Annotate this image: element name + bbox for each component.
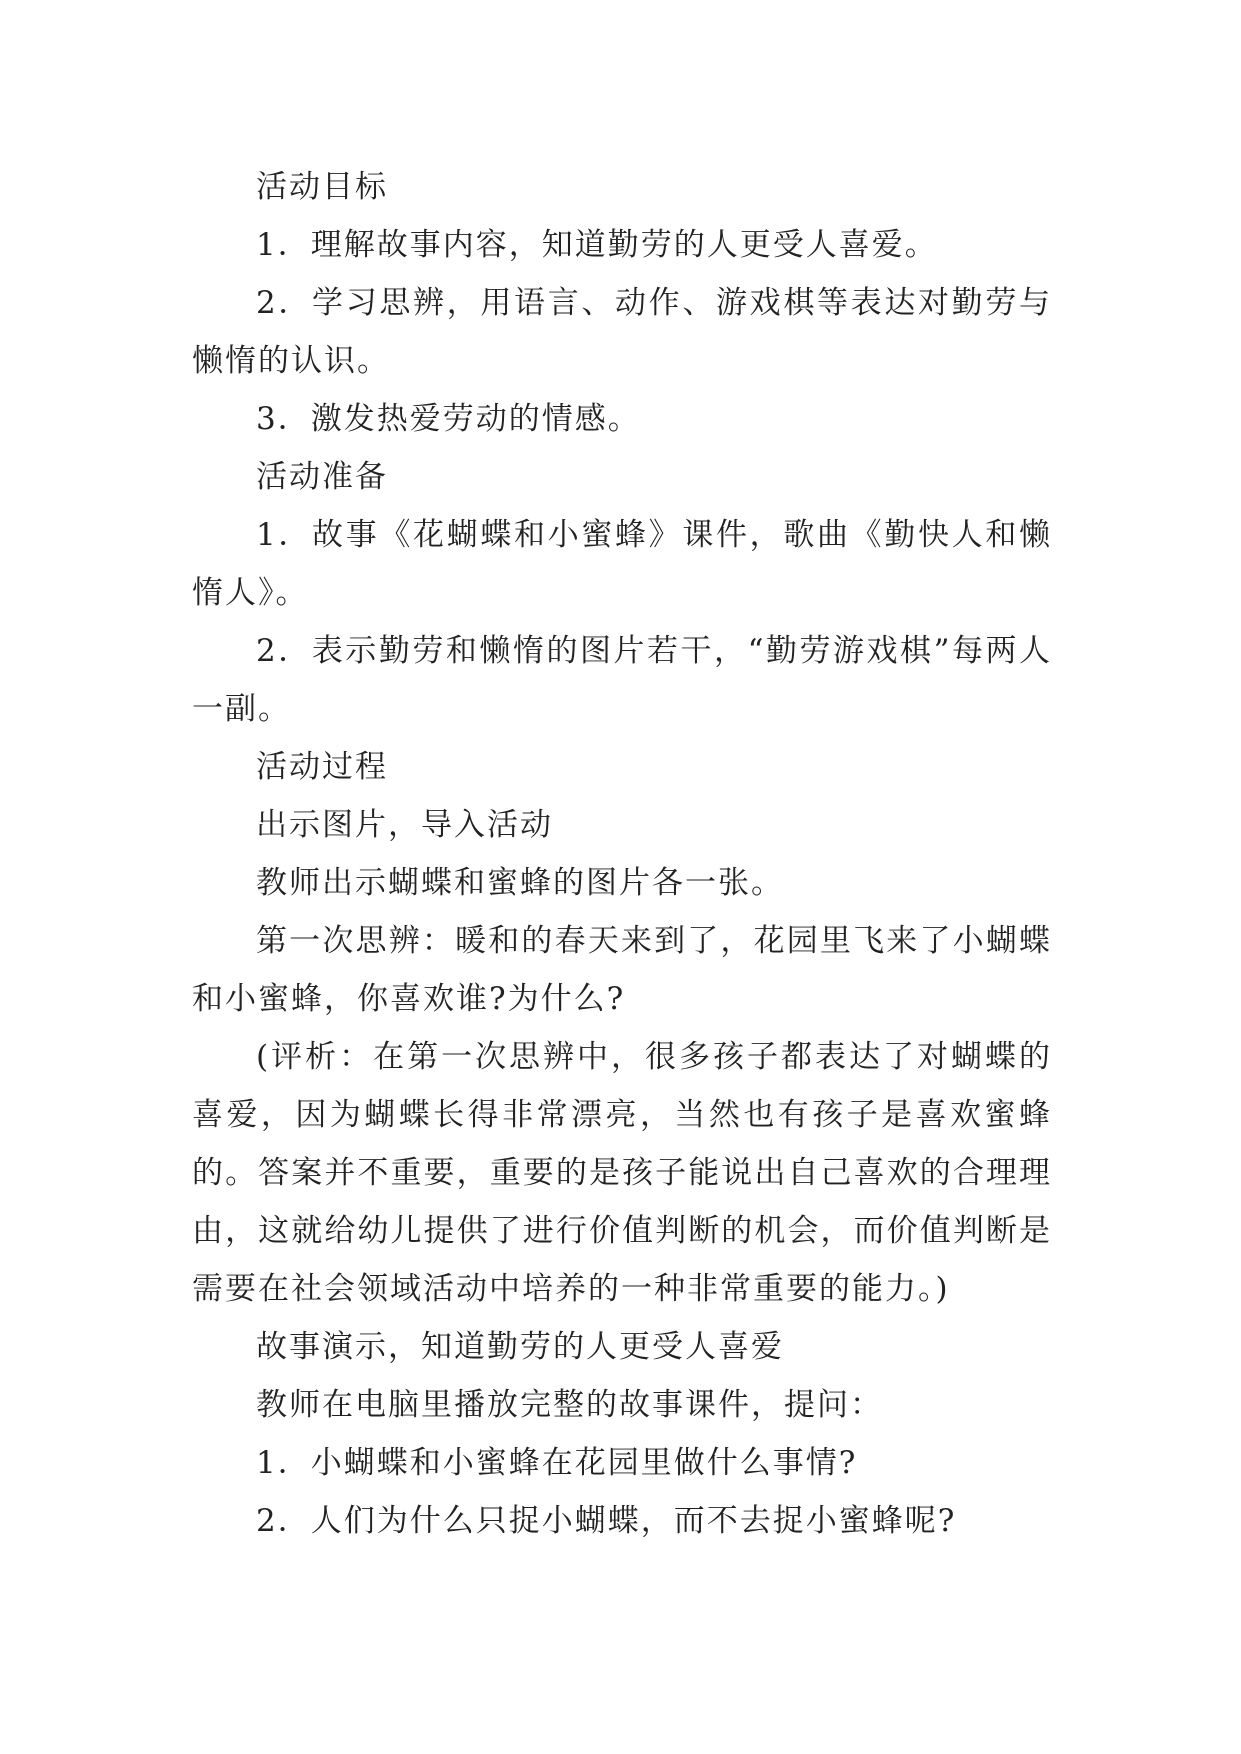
heading-activity-preparation: 活动准备	[256, 459, 388, 495]
goal-item-1: 1．理解故事内容，知道勤劳的人更受人喜爱。	[256, 227, 938, 263]
question-item-1: 1．小蝴蝶和小蜜蜂在花园里做什么事情?	[256, 1445, 858, 1481]
process-paragraph: 教师在电脑里播放完整的故事课件，提问：	[256, 1387, 883, 1423]
preparation-item-1: 1．故事《花蝴蝶和小蜜蜂》课件，歌曲《勤快人和懒惰人》。	[192, 517, 1052, 611]
question-item-2: 2．人们为什么只捉小蝴蝶，而不去捉小蜜蜂呢?	[256, 1503, 957, 1539]
goal-item-3: 3．激发热爱劳动的情感。	[256, 401, 641, 437]
heading-activity-process: 活动过程	[256, 749, 388, 785]
commentary-paragraph: (评析：在第一次思辨中，很多孩子都表达了对蝴蝶的喜爱，因为蝴蝶长得非常漂亮，当然也有孩子是喜欢蜜蜂的。答案并不重要，重要的是孩子能说出自己喜欢的合理理由，这就给幼儿提供了进行价值判断的机会，而价值判断是需要在社会领域活动中培养的一种非常重要的能力。)	[192, 1039, 1052, 1307]
process-paragraph: 教师出示蝴蝶和蜜蜂的图片各一张。	[256, 865, 784, 901]
goal-item-2: 2．学习思辨，用语言、动作、游戏棋等表达对勤劳与懒惰的认识。	[192, 285, 1052, 379]
preparation-item-2: 2．表示勤劳和懒惰的图片若干，“勤劳游戏棋”每两人一副。	[192, 633, 1052, 727]
process-step-intro: 出示图片，导入活动	[256, 807, 553, 843]
heading-activity-goals: 活动目标	[256, 169, 388, 205]
process-step-story: 故事演示，知道勤劳的人更受人喜爱	[256, 1329, 784, 1365]
document-body	[192, 158, 1052, 1550]
first-reflection-paragraph: 第一次思辨：暖和的春天来到了，花园里飞来了小蝴蝶和小蜜蜂，你喜欢谁?为什么?	[192, 923, 1052, 1017]
